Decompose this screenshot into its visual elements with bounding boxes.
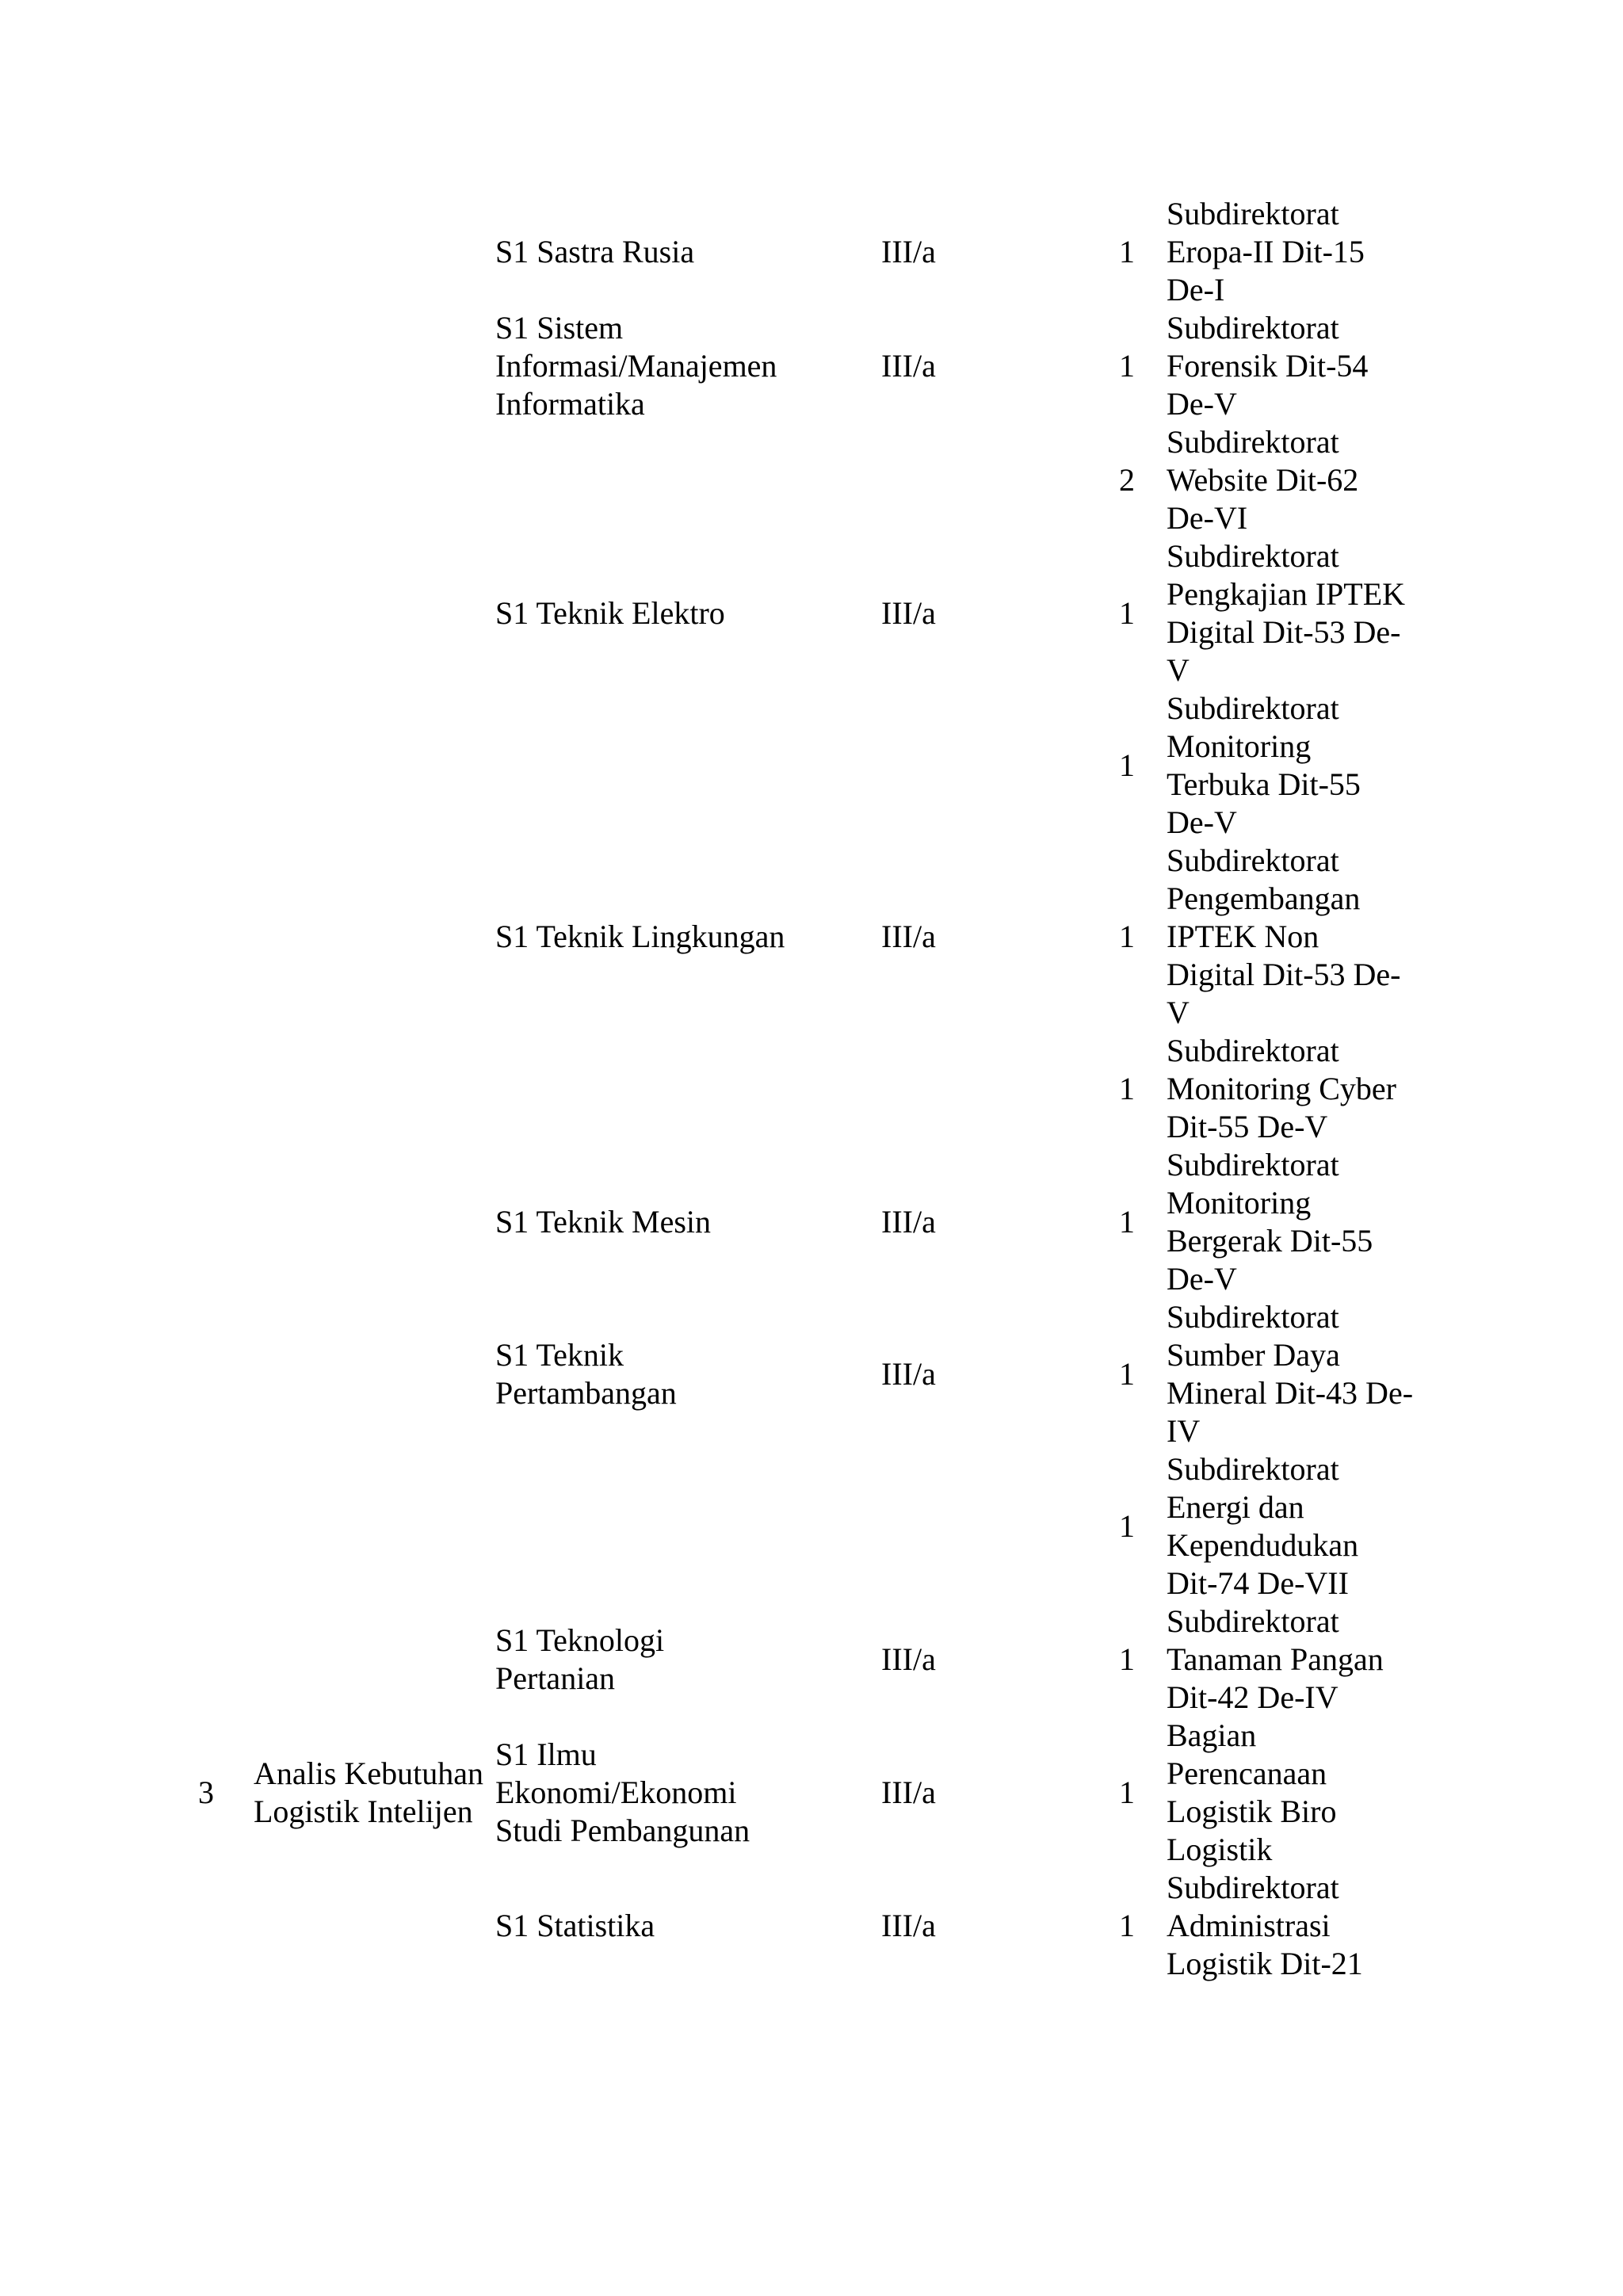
placement-unit-line: Perencanaan (1167, 1755, 1327, 1791)
placement-unit-line: Digital Dit-53 De- (1167, 614, 1401, 650)
table-row (198, 690, 1420, 842)
rank-grade-cell: III/a (881, 919, 936, 954)
position-name-cell (254, 1146, 495, 1298)
rank-grade-cell (881, 690, 1087, 842)
formation-table-body (198, 195, 1420, 1983)
quantity-cell: 1 (1119, 1508, 1135, 1544)
row-number-cell (198, 1298, 254, 1450)
position-name-cell (254, 690, 495, 842)
education-qualification-line: Pertambangan (495, 1375, 677, 1411)
placement-unit-line: Dit-74 De-VII (1167, 1565, 1349, 1601)
position-name-line: Logistik Intelijen (254, 1794, 473, 1829)
table-row (198, 537, 1420, 690)
position-name-cell (254, 309, 495, 423)
rank-grade-cell (881, 1032, 1087, 1146)
placement-unit-line: IPTEK Non (1167, 919, 1319, 954)
placement-unit-line: Subdirektorat (1167, 1147, 1339, 1182)
rank-grade-cell: III/a (881, 1204, 936, 1240)
placement-unit-line: De-VI (1167, 500, 1248, 536)
placement-unit-line: Monitoring Cyber (1167, 1071, 1396, 1106)
position-name-cell (254, 195, 495, 309)
placement-unit-cell (1167, 1450, 1420, 1603)
placement-unit-line: Mineral Dit-43 De- (1167, 1375, 1414, 1411)
placement-unit-line: Subdirektorat (1167, 1603, 1339, 1639)
placement-unit-line: Subdirektorat (1167, 196, 1339, 231)
rank-grade-cell: III/a (881, 1641, 936, 1677)
position-name-cell (254, 1032, 495, 1146)
quantity-cell: 1 (1119, 1641, 1135, 1677)
quantity-cell: 1 (1119, 747, 1135, 783)
rank-grade-cell (881, 1450, 1087, 1603)
table-row (198, 1603, 1420, 1717)
table-row (198, 1146, 1420, 1298)
quantity-cell: 1 (1119, 1908, 1135, 1943)
placement-unit-line: Bagian (1167, 1717, 1257, 1753)
placement-unit-line: Website Dit-62 (1167, 462, 1359, 498)
placement-unit-line: Subdirektorat (1167, 1299, 1339, 1335)
placement-unit-cell (1167, 1032, 1420, 1146)
placement-unit-line: Tanaman Pangan (1167, 1641, 1384, 1677)
row-number-cell (198, 537, 254, 690)
row-number-cell (198, 1869, 254, 1983)
education-qualification-line: S1 Teknik Lingkungan (495, 919, 785, 954)
placement-unit-line: Terbuka Dit-55 (1167, 766, 1361, 802)
placement-unit-line: Pengembangan (1167, 881, 1361, 916)
placement-unit-line: De-I (1167, 272, 1225, 308)
placement-unit-cell (1167, 423, 1420, 537)
row-number-cell (198, 1603, 254, 1717)
row-number-cell (198, 195, 254, 309)
education-qualification-cell (495, 1603, 881, 1717)
education-qualification-cell (495, 309, 881, 423)
placement-unit-line: Eropa-II Dit-15 (1167, 234, 1365, 269)
placement-unit-cell (1167, 195, 1420, 309)
rank-grade-cell (881, 423, 1087, 537)
placement-unit-cell (1167, 1717, 1420, 1869)
placement-unit-cell (1167, 1146, 1420, 1298)
education-qualification-cell (495, 690, 881, 842)
quantity-cell: 1 (1119, 919, 1135, 954)
placement-unit-cell (1167, 537, 1420, 690)
education-qualification-cell (495, 1717, 881, 1869)
placement-unit-line: Digital Dit-53 De- (1167, 957, 1401, 992)
position-name-cell (254, 537, 495, 690)
education-qualification-line: S1 Teknologi (495, 1622, 665, 1658)
education-qualification-cell (495, 1450, 881, 1603)
row-number-cell: 3 (198, 1775, 214, 1810)
placement-unit-line: Logistik Dit-21 (1167, 1946, 1363, 1981)
education-qualification-cell (495, 842, 881, 1032)
placement-unit-cell (1167, 690, 1420, 842)
position-name-cell (254, 1603, 495, 1717)
placement-unit-line: Dit-55 De-V (1167, 1109, 1328, 1144)
placement-unit-line: Kependudukan (1167, 1527, 1359, 1563)
education-qualification-line: S1 Statistika (495, 1908, 655, 1943)
education-qualification-cell (495, 1869, 881, 1983)
education-qualification-line: S1 Teknik Mesin (495, 1204, 712, 1240)
placement-unit-line: Logistik (1167, 1832, 1273, 1867)
placement-unit-line: Subdirektorat (1167, 690, 1339, 726)
position-name-cell (254, 423, 495, 537)
education-qualification-cell (495, 1298, 881, 1450)
placement-unit-line: Sumber Daya (1167, 1337, 1340, 1373)
table-row (198, 842, 1420, 1032)
table-row (198, 1032, 1420, 1146)
placement-unit-line: Bergerak Dit-55 (1167, 1223, 1373, 1259)
position-name-cell (254, 1450, 495, 1603)
education-qualification-cell (495, 195, 881, 309)
quantity-cell: 1 (1119, 234, 1135, 269)
rank-grade-cell: III/a (881, 1356, 936, 1392)
placement-unit-line: De-V (1167, 1261, 1237, 1297)
placement-unit-cell (1167, 1603, 1420, 1717)
placement-unit-line: Logistik Biro (1167, 1794, 1337, 1829)
education-qualification-line: S1 Sastra Rusia (495, 234, 695, 269)
placement-unit-line: Dit-42 De-IV (1167, 1679, 1338, 1715)
quantity-cell: 2 (1119, 462, 1135, 498)
row-number-cell (198, 690, 254, 842)
table-row (198, 1869, 1420, 1983)
placement-unit-line: Subdirektorat (1167, 538, 1339, 574)
quantity-cell: 1 (1119, 595, 1135, 631)
education-qualification-line: Pertanian (495, 1660, 616, 1696)
placement-unit-line: Subdirektorat (1167, 310, 1339, 346)
table-row (198, 1450, 1420, 1603)
placement-unit-line: V (1167, 995, 1190, 1030)
position-name-cell (254, 1869, 495, 1983)
rank-grade-cell: III/a (881, 348, 936, 384)
placement-unit-line: De-V (1167, 804, 1237, 840)
placement-unit-line: Pengkajian IPTEK (1167, 576, 1406, 612)
quantity-cell: 1 (1119, 1071, 1135, 1106)
quantity-cell: 1 (1119, 1204, 1135, 1240)
row-number-cell (198, 1146, 254, 1298)
placement-unit-line: Subdirektorat (1167, 1870, 1339, 1905)
row-number-cell (198, 423, 254, 537)
education-qualification-line: Informasi/Manajemen (495, 348, 777, 384)
education-qualification-line: Informatika (495, 386, 645, 422)
table-row (198, 309, 1420, 423)
row-number-cell (198, 1450, 254, 1603)
quantity-cell: 1 (1119, 348, 1135, 384)
rank-grade-cell: III/a (881, 1775, 936, 1810)
rank-grade-cell: III/a (881, 595, 936, 631)
education-qualification-cell (495, 423, 881, 537)
education-qualification-cell (495, 1146, 881, 1298)
education-qualification-line: Ekonomi/Ekonomi (495, 1775, 737, 1810)
position-name-line: Analis Kebutuhan (254, 1755, 483, 1791)
placement-unit-cell (1167, 309, 1420, 423)
rank-grade-cell: III/a (881, 234, 936, 269)
row-number-cell (198, 1032, 254, 1146)
placement-unit-line: Subdirektorat (1167, 1451, 1339, 1487)
education-qualification-cell (495, 1032, 881, 1146)
placement-unit-line: Forensik Dit-54 (1167, 348, 1369, 384)
position-name-cell (254, 1717, 495, 1869)
table-row (198, 195, 1420, 309)
placement-unit-cell (1167, 842, 1420, 1032)
table-row (198, 423, 1420, 537)
placement-unit-cell (1167, 1298, 1420, 1450)
formation-table (198, 195, 1420, 1983)
placement-unit-line: De-V (1167, 386, 1237, 422)
placement-unit-cell (1167, 1869, 1420, 1983)
placement-unit-line: Monitoring (1167, 728, 1312, 764)
placement-unit-line: V (1167, 652, 1190, 688)
position-name-cell (254, 842, 495, 1032)
placement-unit-line: Subdirektorat (1167, 842, 1339, 878)
position-name-cell (254, 1298, 495, 1450)
row-number-cell (198, 842, 254, 1032)
placement-unit-line: Subdirektorat (1167, 424, 1339, 460)
placement-unit-line: Energi dan (1167, 1489, 1304, 1525)
table-row (198, 1298, 1420, 1450)
rank-grade-cell: III/a (881, 1908, 936, 1943)
placement-unit-line: Monitoring (1167, 1185, 1312, 1221)
placement-unit-line: IV (1167, 1413, 1201, 1449)
table-row (198, 1717, 1420, 1869)
quantity-cell: 1 (1119, 1775, 1135, 1810)
education-qualification-line: S1 Teknik (495, 1337, 624, 1373)
education-qualification-line: Studi Pembangunan (495, 1813, 750, 1848)
row-number-cell (198, 309, 254, 423)
education-qualification-line: S1 Sistem (495, 310, 624, 346)
quantity-cell: 1 (1119, 1356, 1135, 1392)
education-qualification-line: S1 Teknik Elektro (495, 595, 725, 631)
education-qualification-line: S1 Ilmu (495, 1736, 597, 1772)
placement-unit-line: Administrasi (1167, 1908, 1331, 1943)
education-qualification-cell (495, 537, 881, 690)
placement-unit-line: Subdirektorat (1167, 1033, 1339, 1068)
